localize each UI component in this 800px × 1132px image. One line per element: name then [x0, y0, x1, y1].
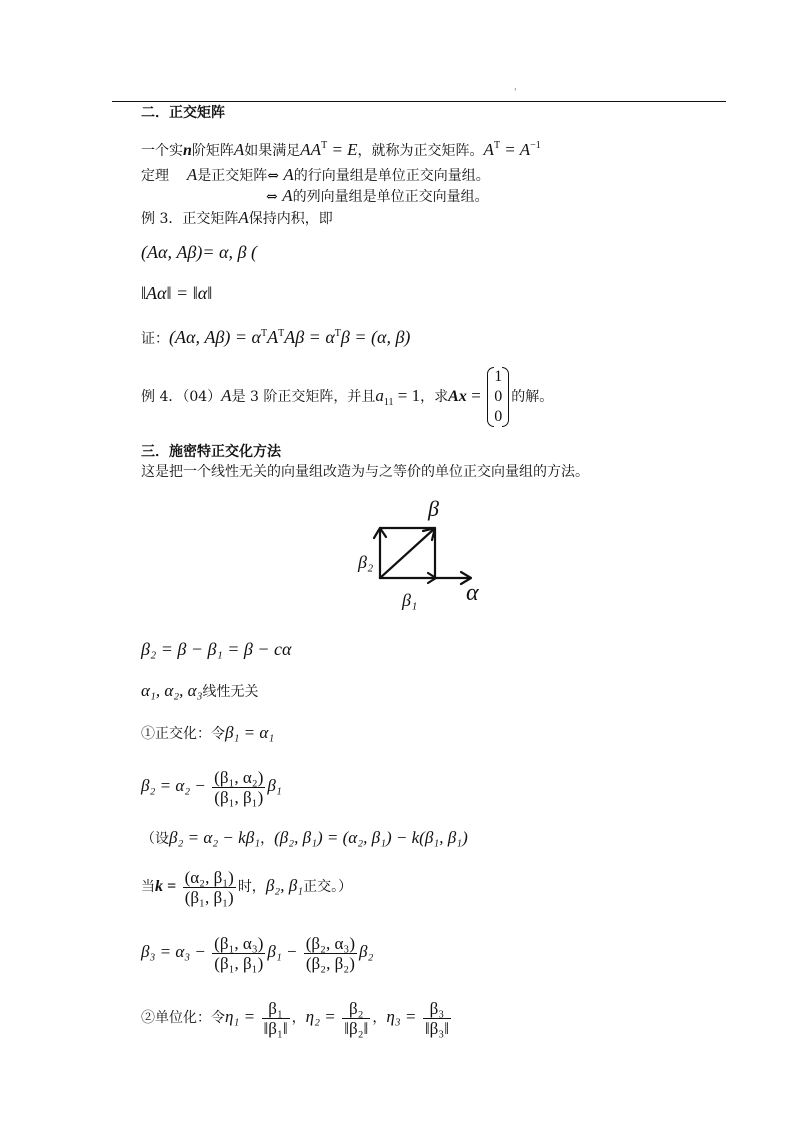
b2-rhs: β₁ — [267, 776, 282, 795]
figure-label-beta2: β₂ — [358, 552, 374, 572]
definition-line — [141, 137, 541, 160]
ex4-eq: = 1 — [397, 386, 421, 405]
when-sym: β₂, β₁ — [265, 876, 304, 895]
beta3-formula — [141, 930, 373, 974]
thm-A2: A — [283, 165, 294, 184]
note-line — [141, 829, 468, 848]
def-inv: −1 — [530, 140, 541, 151]
ex4-text-a: 例 4．（04） — [141, 389, 222, 405]
ex4-vec-2: 0 — [494, 408, 503, 425]
when-k: k = — [155, 878, 177, 895]
ex4-vector — [487, 367, 509, 427]
theorem-line-1 — [141, 166, 490, 185]
proof-mid2: Aβ = α — [284, 327, 335, 347]
example-4-line — [141, 364, 553, 435]
ex4-A: A — [221, 386, 232, 405]
section-3-intro: 这是把一个线性无关的向量组改造为与之等价的单位正交向量组的方法。 — [141, 464, 589, 480]
ex4-a11: a — [375, 386, 384, 405]
ex4-sub: 11 — [383, 397, 394, 408]
def-text-b: 阶矩阵 — [191, 143, 234, 159]
note-eq1: β₂ = α₂ − kβ₁ — [169, 828, 261, 847]
header-mark: ' — [514, 88, 517, 98]
eta2: η₂ = — [305, 1007, 336, 1026]
ex4-vec-1: 0 — [494, 388, 503, 405]
assumption-line — [141, 682, 259, 701]
note-b: ， — [260, 831, 275, 847]
thm-label: 定理 — [141, 168, 169, 184]
figure-label-beta: β — [428, 496, 439, 521]
b3-num1: (β₁, α₃) — [214, 933, 264, 953]
when-c: 正交。） — [303, 879, 353, 895]
thm-text1: 是正交矩阵 — [197, 168, 268, 184]
ex3-text-b: 保持内积，即 — [248, 211, 333, 227]
eta1-den: ‖β₁‖ — [263, 1018, 288, 1038]
sep2: ， — [372, 1010, 387, 1026]
b3-rhs: β₂ — [358, 942, 374, 961]
orthogonalization-figure — [350, 496, 520, 616]
def-text-a: 一个实 — [141, 143, 183, 159]
section-2-title: 二．正交矩阵 — [141, 105, 225, 121]
thm-A: A — [186, 165, 198, 184]
ex4-text-d: 的解。 — [511, 389, 554, 405]
def-text-d: ，就称为正交矩阵。 — [357, 143, 484, 159]
proof-T2: T — [278, 328, 285, 339]
proof-end: β = (α, β) — [340, 327, 411, 347]
b3-mid: β₁ − — [267, 942, 298, 961]
section-3-title: 三．施密特正交化方法 — [141, 444, 281, 460]
beta-vector-shaft — [380, 529, 434, 578]
ex4-eqs: = — [471, 386, 481, 405]
note-a: （设 — [141, 831, 169, 847]
def-A: A — [233, 140, 245, 159]
def-n: n — [183, 142, 192, 159]
def-eqE: = E — [331, 140, 358, 159]
eta3-den: ‖β₃‖ — [424, 1018, 449, 1038]
proof-eq: (Aα, Aβ) = α — [169, 327, 261, 347]
proof-line — [141, 325, 410, 348]
b3-fraction-1 — [212, 934, 265, 973]
thm-text2: 的行向量组是单位正交向量组。 — [293, 168, 490, 184]
when-a: 当 — [141, 879, 155, 895]
ex3-eq1: (Aα, Aβ)= α, β ( — [141, 242, 257, 262]
header-rule — [112, 101, 726, 102]
assume-text: 线性无关 — [202, 684, 259, 700]
def-AT: A — [483, 140, 494, 159]
b2-num: (β₁, α₂) — [214, 767, 264, 787]
step-1-line — [141, 724, 274, 743]
b2-den: (β₁, β₁) — [214, 787, 264, 807]
ex4-text-c: ，求 — [420, 389, 449, 405]
b3-lhs: β₃ = α₃ − — [141, 942, 206, 961]
b3-num2: (β₂, α₃) — [305, 933, 355, 953]
eta1-num: β₁ — [262, 999, 290, 1019]
eta2-num: β₂ — [342, 999, 370, 1019]
eta3-fraction — [423, 999, 451, 1038]
def-T: T — [321, 140, 328, 151]
when-num: (α₂, β₁) — [184, 867, 234, 887]
ex3-equation-1 — [141, 243, 257, 261]
thm-iff: ⇔ — [267, 168, 279, 184]
b2-fraction — [212, 768, 265, 807]
example-3-line — [141, 209, 333, 228]
sep1: ， — [291, 1010, 306, 1026]
eta1: η₁ = — [225, 1007, 256, 1026]
assume-sym: α₁, α₂, α₃ — [141, 681, 203, 700]
ex3-equation-2 — [141, 284, 212, 302]
step1-label: ①正交化：令 — [141, 726, 225, 742]
eta2-den: ‖β₂‖ — [344, 1018, 369, 1038]
thm-iff2: ⇔ — [266, 189, 278, 205]
ex3-eq2: ‖Aα‖ = ‖α‖ — [141, 283, 213, 303]
def-eq2: = A — [504, 140, 531, 159]
ex4-text-b: 是 3 阶正交矩阵，并且 — [231, 389, 376, 405]
proof-T3: T — [334, 328, 341, 339]
b2-lhs: β₂ = α₂ − — [141, 776, 206, 795]
beta2-formula — [141, 764, 282, 808]
step-2-line — [141, 995, 453, 1040]
thm-text3: 的列向量组是单位正交向量组。 — [292, 189, 489, 205]
proof-mid: A — [267, 327, 279, 347]
theorem-line-2 — [266, 187, 489, 206]
b3-den2: (β₂, β₂) — [305, 953, 355, 973]
def-text-c: 如果满足 — [244, 143, 301, 159]
note-eq2: (β₂, β₁) = (α₂, β₁) − k(β₁, β₁) — [274, 828, 468, 847]
b3-fraction-2 — [304, 934, 357, 973]
ex4-Ax: Ax — [448, 388, 467, 405]
ex3-text-a: 例 3．正交矩阵 — [141, 211, 239, 227]
eta3: η₃ = — [386, 1007, 417, 1026]
ex3-A: A — [238, 208, 249, 227]
proof-T1: T — [261, 328, 268, 339]
b3-den1: (β₁, β₁) — [214, 953, 264, 973]
def-AA: AA — [300, 140, 322, 159]
when-fraction — [183, 868, 236, 907]
eta3-num: β₃ — [423, 999, 451, 1019]
step2-label: ②单位化：令 — [141, 1010, 225, 1026]
beta2-equation — [141, 640, 291, 658]
step1-eq: β₁ = α₁ — [225, 723, 275, 742]
eta1-fraction — [262, 999, 290, 1038]
eta2-fraction — [342, 999, 370, 1038]
when-line — [141, 864, 352, 909]
def-T2: T — [493, 140, 501, 151]
figure-label-beta1: β₁ — [402, 590, 418, 610]
ex4-vec-0: 1 — [494, 368, 503, 385]
thm-A3: A — [282, 186, 293, 205]
figure-label-alpha: α — [466, 580, 479, 606]
when-den: (β₁, β₁) — [184, 887, 234, 907]
proof-label: 证： — [141, 331, 169, 347]
eq-beta2: β₂ = β − β₁ = β − cα — [141, 639, 292, 659]
when-b: 时， — [237, 879, 266, 895]
